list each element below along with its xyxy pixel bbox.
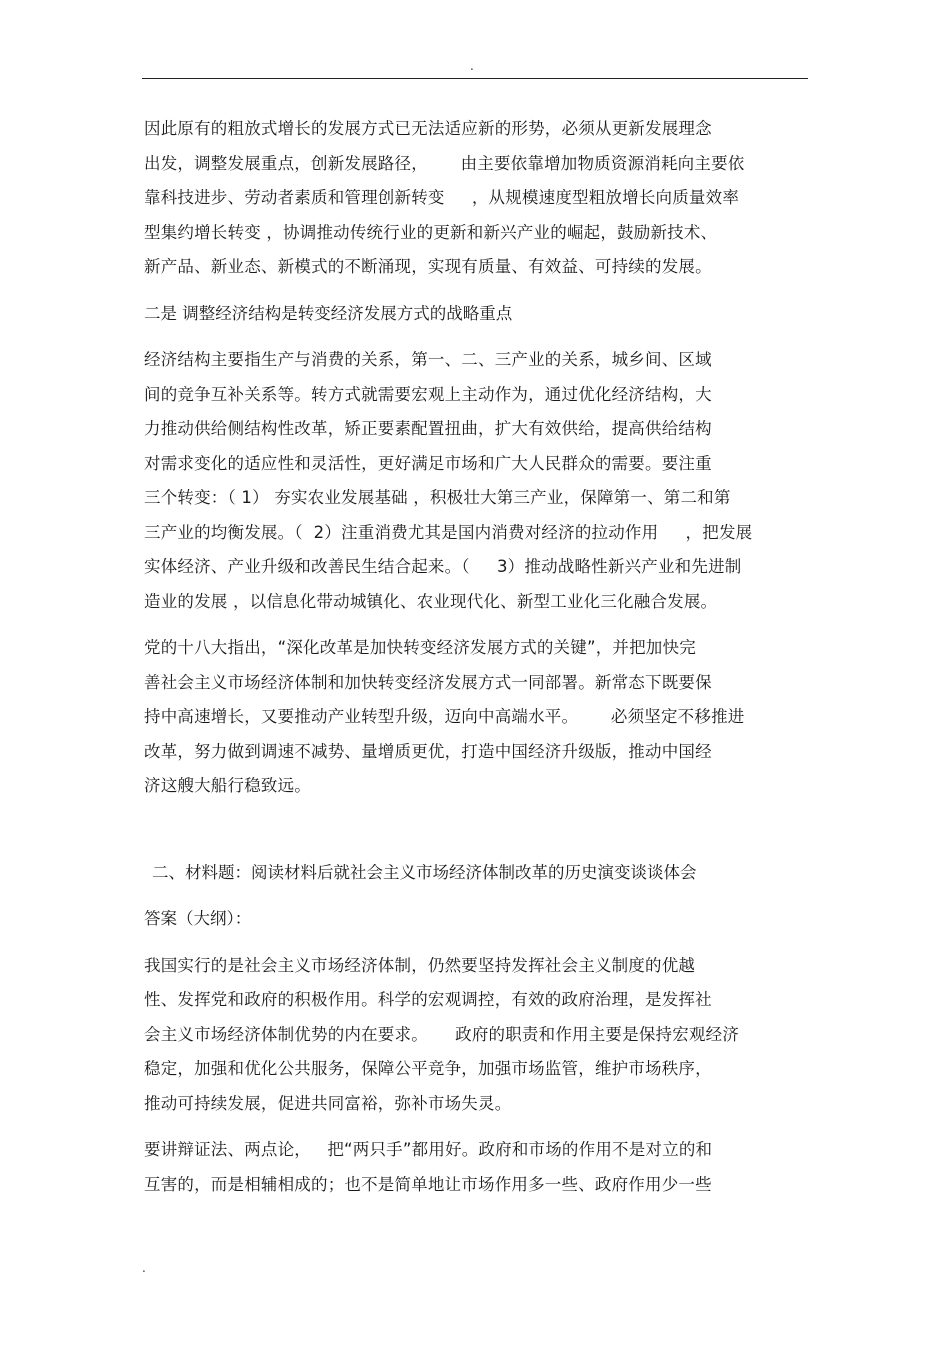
paragraph-5 (144, 1133, 810, 1202)
paragraph-line: 造业的发展 ，以信息化带动城镇化、农业现代化、新型工业化三化融合发展。 (144, 591, 718, 611)
paragraph-1 (144, 112, 810, 285)
section-2-title: 二、材料题：阅读材料后就社会主义市场经济体制改革的历史演变谈谈体会 (152, 862, 697, 882)
paragraph-line: 会主义市场经济体制优势的内在要求。 政府的职责和作用主要是保持宏观经济 (144, 1024, 740, 1044)
paragraph-line: 性、发挥党和政府的积极作用。科学的宏观调控，有效的政府治理，是发挥社 (144, 990, 712, 1009)
paragraph-line: 互害的，而是相辅相成的；也不是简单地让市场作用多一些、政府作用少一些 (144, 1174, 712, 1194)
paragraph-line: 我国实行的是社会主义市场经济体制，仍然要坚持发挥社会主义制度的优越 (144, 955, 696, 975)
document-body (144, 112, 810, 1214)
paragraph-3 (144, 631, 810, 804)
paragraph-line: 济这艘大船行稳致远。 (144, 776, 311, 795)
paragraph-line: 间的竞争互补关系等。转方式就需要宏观上主动作为，通过优化经济结构，大 (144, 384, 712, 404)
paragraph-2 (144, 343, 810, 619)
section-spacer (144, 816, 810, 856)
header-dot: . (470, 59, 474, 73)
paragraph-line: 善社会主义市场经济体制和加快转变经济发展方式一同部署。新常态下既要保 (144, 672, 712, 692)
paragraph-line: 因此原有的粗放式增长的发展方式已无法适应新的形势，必须从更新发展理念 (144, 119, 712, 138)
paragraph-line: 三产业的均衡发展。（ 2）注重消费尤其是国内消费对经济的拉动作用 ，把发展 (144, 522, 753, 542)
paragraph-line: 党的十八大指出，“深化改革是加快转变经济发展方式的关键”，并把加快完 (144, 638, 696, 657)
paragraph-line: 要讲辩证法、两点论， 把“两只手”都用好。政府和市场的作用不是对立的和 (144, 1140, 713, 1159)
paragraph-line: 靠科技进步、劳动者素质和管理创新转变 ，从规模速度型粗放增长向质量效率 (144, 188, 740, 207)
paragraph-line: 改革，努力做到调速不减势、量增质更优，打造中国经济升级版，推动中国经 (144, 741, 712, 761)
paragraph-line: 稳定，加强和优化公共服务，保障公平竞争，加强市场监管，维护市场秩序， (144, 1059, 712, 1078)
paragraph-line: 对需求变化的适应性和灵活性，更好满足市场和广大人民群众的需要。要注重 (144, 453, 712, 473)
paragraph-line: 持中高速增长，又要推动产业转型升级，迈向中高端水平。 必须坚定不移推进 (144, 707, 745, 726)
paragraph-line: 经济结构主要指生产与消费的关系，第一、二、三产业的关系，城乡间、区域 (144, 350, 712, 369)
subheading-2: 二是 调整经济结构是转变经济发展方式的战略重点 (144, 303, 513, 323)
paragraph-line: 实体经济、产业升级和改善民生结合起来。（ 3）推动战略性新兴产业和先进制 (144, 557, 742, 576)
footer-dot: . (142, 1261, 146, 1275)
paragraph-line: 三个转变：（ 1） 夯实农业发展基础 ，积极壮大第三产业，保障第一、第二和第 (144, 488, 731, 507)
paragraph-4 (144, 949, 810, 1122)
answer-label: 答案（大纲）： (144, 909, 252, 928)
paragraph-line: 型集约增长转变 ，协调推动传统行业的更新和新兴产业的崛起，鼓励新技术、 (144, 222, 718, 242)
paragraph-line: 力推动供给侧结构性改革，矫正要素配置扭曲，扩大有效供给，提高供给结构 (144, 419, 712, 438)
paragraph-line: 新产品、新业态、新模式的不断涌现，实现有质量、有效益、可持续的发展。 (144, 257, 712, 276)
paragraph-line: 推动可持续发展，促进共同富裕，弥补市场失灵。 (144, 1093, 512, 1113)
header-rule (142, 78, 808, 79)
paragraph-line: 出发，调整发展重点，创新发展路径， 由主要依靠增加物质资源消耗向主要依 (144, 153, 745, 173)
